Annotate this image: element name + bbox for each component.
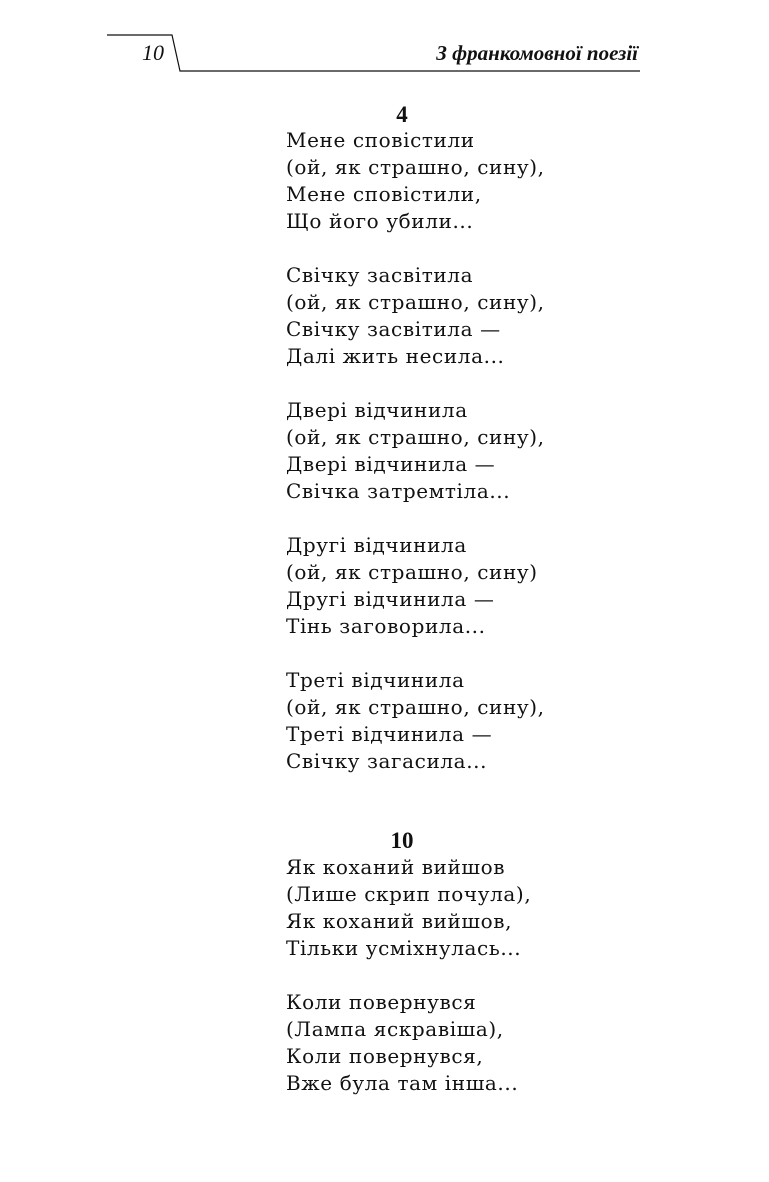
verse-line: Як коханий вийшов, [286,909,513,933]
poem-number: 10 [390,828,414,853]
verse-line: Свічку загасила... [286,749,488,773]
verse-line: (ой, як страшно, сину), [286,155,545,179]
stanza [286,397,646,505]
verse-line: Що його убили... [286,209,474,233]
verse-line: Двері відчинила — [286,452,496,476]
verse-line: Коли повернувся, [286,1044,484,1068]
verse-line: Коли повернувся [286,990,477,1014]
verse-line: Мене сповістили [286,128,475,152]
header-rule [0,0,769,80]
stanza [286,532,646,640]
stanza [286,989,646,1097]
verse-line: Далі жить несила... [286,344,505,368]
verse-line: Тільки усміхнулась... [286,936,522,960]
poem [286,854,646,1124]
verse-line: Другі відчинила [286,533,467,557]
verse-line: Мене сповістили, [286,182,482,206]
verse-line: Другі відчинила — [286,587,495,611]
page-header [0,0,769,80]
verse-line: Як коханий вийшов [286,855,506,879]
verse-line: (Лампа яскравіша), [286,1017,504,1041]
verse-line: Тінь заговорила... [286,614,486,638]
verse-line: Свічка затремтіла... [286,479,511,503]
verse-line: (ой, як страшно, сину), [286,290,545,314]
verse-line: Свічку засвітила [286,263,474,287]
verse-line: Треті відчинила [286,668,465,692]
poem [286,127,646,802]
stanza [286,262,646,370]
verse-line: Свічку засвітила — [286,317,501,341]
running-title: З франкомовної поезії [436,41,638,65]
stanza [286,667,646,775]
verse-line: (ой, як страшно, сину), [286,425,545,449]
stanza [286,127,646,235]
poem-number: 4 [396,102,408,127]
stanza [286,854,646,962]
verse-line: (ой, як страшно, сину) [286,560,538,584]
verse-line: Двері відчинила [286,398,468,422]
verse-line: Вже була там інша... [286,1071,519,1095]
verse-line: (ой, як страшно, сину), [286,695,545,719]
page-number: 10 [142,40,164,65]
verse-line: Треті відчинила — [286,722,493,746]
verse-line: (Лише скрип почула), [286,882,532,906]
